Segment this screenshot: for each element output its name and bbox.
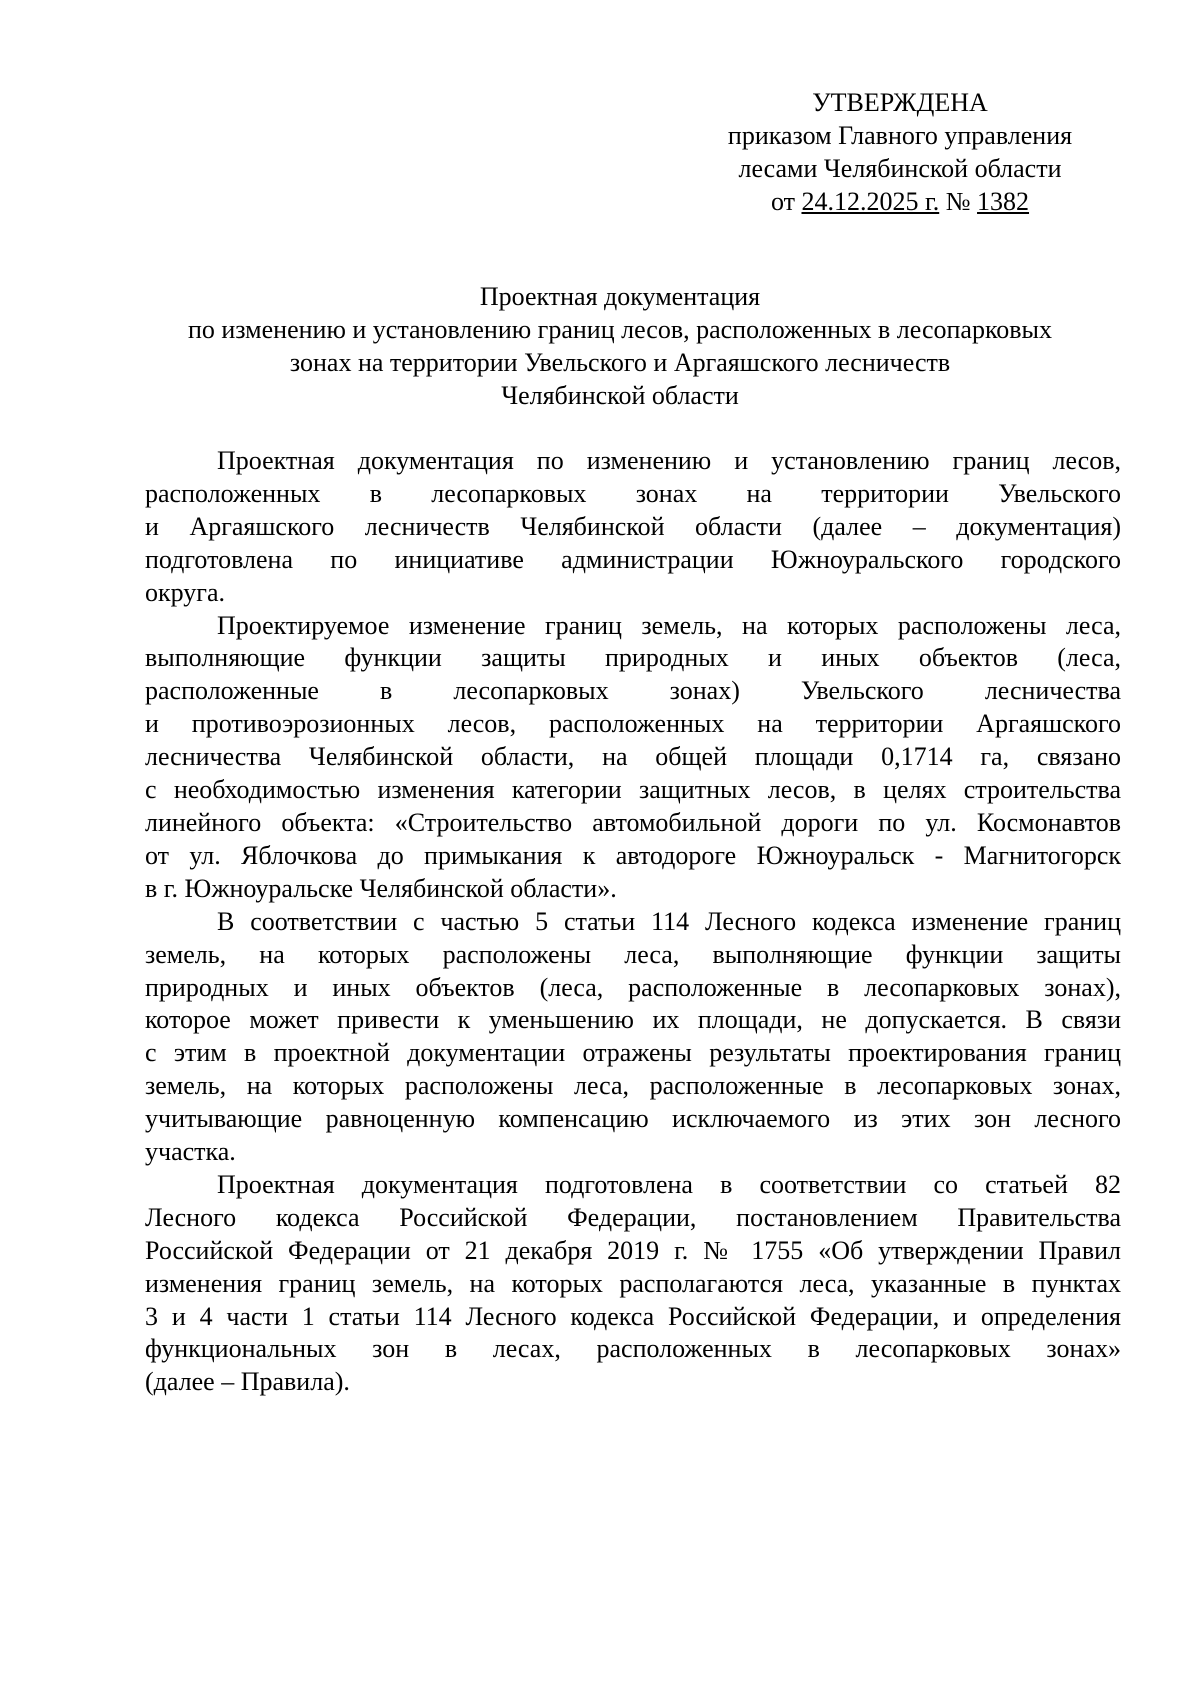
paragraph-line: Российской Федерации от 21 декабря 2019 г. № 1755 «Об утверждении Правил (145, 1235, 1121, 1265)
paragraph-line: Проектная документация подготовлена в соответствии со статьей 82 (217, 1169, 1121, 1199)
title-line-3: зонах на территории Увельского и Аргаяшского лесничеств (289, 348, 951, 377)
paragraph-line: земель, на которых расположены леса, выполняющие функции защиты (145, 939, 1121, 969)
paragraph-line: лесничества Челябинской области, на общей площади 0,1714 га, связано (145, 742, 1121, 772)
approval-number-sign: № (939, 187, 978, 216)
paragraph-line: округа. (145, 577, 225, 607)
approval-date: 24.12.2025 г. (801, 187, 940, 216)
paragraph-line: учитывающие равноценную компенсацию исключаемого из этих зон лесного (145, 1104, 1121, 1134)
paragraph-line: изменения границ земель, на которых располагаются леса, указанные в пунктах (145, 1268, 1121, 1298)
document-title (140, 280, 1100, 412)
paragraph-line: Лесного кодекса Российской Федерации, постановлением Правительства (145, 1202, 1121, 1232)
paragraph-line: Проектируемое изменение границ земель, на которых расположены леса, (217, 610, 1121, 640)
approval-number: 1382 (977, 187, 1030, 216)
paragraph-line: подготовлена по инициативе администрации Южноуральского городского (145, 544, 1121, 574)
body-paragraph (145, 610, 1121, 906)
paragraph-line: земель, на которых расположены леса, расположенные в лесопарковых зонах, (145, 1071, 1121, 1101)
paragraph-line: расположенные в лесопарковых зонах) Увельского лесничества (145, 676, 1121, 706)
paragraph-line: Проектная документация по изменению и установлению границ лесов, (217, 446, 1121, 475)
paragraph-line: 3 и 4 части 1 статьи 114 Лесного кодекса Российской Федерации, и определения (145, 1301, 1121, 1331)
approval-heading: УТВЕРЖДЕНА (812, 88, 988, 117)
paragraph-line: функциональных зон в лесах, расположенных в лесопарковых зонах» (145, 1334, 1121, 1364)
paragraph-line: и противоэрозионных лесов, расположенных на территории Аргаяшского (145, 709, 1121, 739)
approval-issuer-line-2: лесами Челябинской области (738, 154, 1062, 183)
body-paragraph (145, 445, 1121, 610)
document-body (145, 445, 1121, 1399)
body-paragraph (145, 1169, 1121, 1399)
paragraph-line: выполняющие функции защиты природных и иных объектов (леса, (145, 643, 1121, 673)
paragraph-line: в г. Южноуральске Челябинской области». (145, 873, 617, 903)
paragraph-line: линейного объекта: «Строительство автомобильной дороги по ул. Космонавтов (145, 807, 1121, 837)
paragraph-line: которое может привести к уменьшению их площади, не допускается. В связи (145, 1005, 1121, 1035)
approval-date-prefix: от (770, 187, 802, 216)
body-paragraph (145, 906, 1121, 1169)
title-line-2: по изменению и установлению границ лесов, расположенных в лесопарковых (187, 315, 1053, 344)
approval-date-line (700, 185, 1100, 218)
paragraph-line: (далее – Правила). (145, 1367, 350, 1397)
paragraph-line: от ул. Яблочкова до примыкания к автодороге Южноуральск - Магнитогорск (145, 840, 1121, 870)
paragraph-line: с необходимостью изменения категории защитных лесов, в целях строительства (145, 775, 1121, 805)
paragraph-line: расположенных в лесопарковых зонах на территории Увельского (145, 478, 1121, 508)
title-line-1: Проектная документация (479, 282, 761, 311)
paragraph-line: участка. (145, 1137, 236, 1167)
paragraph-line: В соответствии с частью 5 статьи 114 Лесного кодекса изменение границ (217, 906, 1121, 936)
title-line-4: Челябинской области (501, 381, 739, 410)
approval-issuer-line-1: приказом Главного управления (727, 121, 1073, 150)
approval-block (700, 86, 1100, 218)
paragraph-line: и Аргаяшского лесничеств Челябинской области (далее – документация) (145, 511, 1121, 541)
paragraph-line: с этим в проектной документации отражены результаты проектирования границ (145, 1038, 1121, 1068)
paragraph-line: природных и иных объектов (леса, расположенные в лесопарковых зонах), (145, 972, 1121, 1002)
